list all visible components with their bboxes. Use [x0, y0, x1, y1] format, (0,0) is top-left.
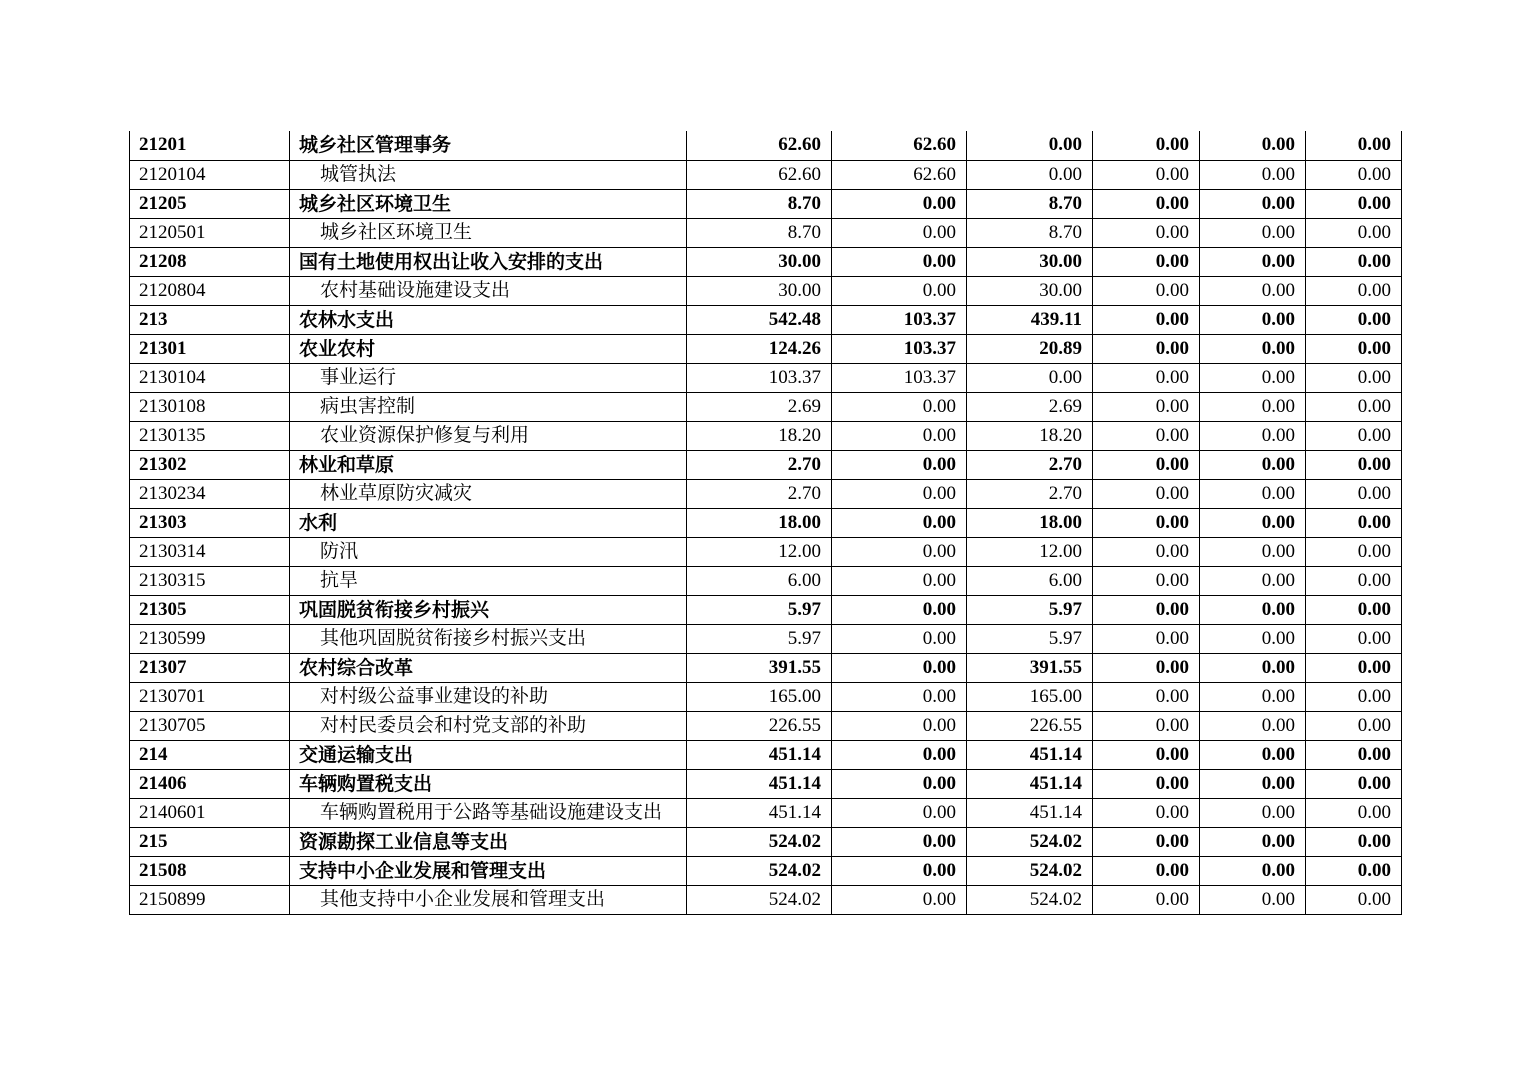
amount-cell-3: 12.00: [967, 537, 1093, 566]
amount-cell-6: 0.00: [1306, 682, 1402, 711]
amount-cell-4: 0.00: [1093, 595, 1200, 624]
table-row: [130, 189, 1402, 218]
amount-cell-3: 8.70: [967, 218, 1093, 247]
amount-cell-1: 524.02: [687, 885, 832, 914]
subject-code: 2140601: [130, 798, 290, 827]
subject-name: 林业草原防灾减灾: [290, 479, 687, 508]
amount-cell-3: 0.00: [967, 363, 1093, 392]
amount-cell-1: 2.70: [687, 479, 832, 508]
subject-name: 国有土地使用权出让收入安排的支出: [290, 247, 687, 276]
subject-name: 巩固脱贫衔接乡村振兴: [290, 595, 687, 624]
amount-cell-1: 8.70: [687, 189, 832, 218]
subject-name: 农林水支出: [290, 305, 687, 334]
amount-cell-3: 20.89: [967, 334, 1093, 363]
subject-name: 城管执法: [290, 160, 687, 189]
amount-cell-1: 2.70: [687, 450, 832, 479]
amount-cell-2: 0.00: [832, 566, 967, 595]
amount-cell-6: 0.00: [1306, 334, 1402, 363]
amount-cell-6: 0.00: [1306, 363, 1402, 392]
amount-cell-1: 451.14: [687, 740, 832, 769]
amount-cell-4: 0.00: [1093, 566, 1200, 595]
amount-cell-1: 30.00: [687, 276, 832, 305]
amount-cell-5: 0.00: [1200, 160, 1306, 189]
table-row: [130, 218, 1402, 247]
amount-cell-2: 0.00: [832, 740, 967, 769]
amount-cell-1: 391.55: [687, 653, 832, 682]
amount-cell-2: 0.00: [832, 392, 967, 421]
amount-cell-1: 5.97: [687, 595, 832, 624]
amount-cell-2: 62.60: [832, 131, 967, 160]
amount-cell-6: 0.00: [1306, 624, 1402, 653]
subject-code: 21208: [130, 247, 290, 276]
amount-cell-4: 0.00: [1093, 885, 1200, 914]
table-row: [130, 624, 1402, 653]
table-row: [130, 247, 1402, 276]
table-row: [130, 131, 1402, 160]
amount-cell-3: 2.70: [967, 450, 1093, 479]
subject-name: 农业农村: [290, 334, 687, 363]
amount-cell-6: 0.00: [1306, 421, 1402, 450]
table-row: [130, 827, 1402, 856]
amount-cell-6: 0.00: [1306, 276, 1402, 305]
subject-code: 2120104: [130, 160, 290, 189]
amount-cell-3: 451.14: [967, 740, 1093, 769]
amount-cell-3: 0.00: [967, 131, 1093, 160]
amount-cell-6: 0.00: [1306, 885, 1402, 914]
amount-cell-2: 0.00: [832, 247, 967, 276]
amount-cell-1: 18.00: [687, 508, 832, 537]
table-row: [130, 479, 1402, 508]
amount-cell-3: 2.69: [967, 392, 1093, 421]
table-row: [130, 740, 1402, 769]
amount-cell-6: 0.00: [1306, 218, 1402, 247]
amount-cell-3: 5.97: [967, 624, 1093, 653]
subject-name: 城乡社区环境卫生: [290, 218, 687, 247]
amount-cell-6: 0.00: [1306, 450, 1402, 479]
table-row: [130, 856, 1402, 885]
amount-cell-1: 451.14: [687, 769, 832, 798]
amount-cell-2: 0.00: [832, 624, 967, 653]
amount-cell-1: 124.26: [687, 334, 832, 363]
amount-cell-4: 0.00: [1093, 160, 1200, 189]
amount-cell-2: 0.00: [832, 653, 967, 682]
amount-cell-6: 0.00: [1306, 740, 1402, 769]
amount-cell-6: 0.00: [1306, 566, 1402, 595]
amount-cell-5: 0.00: [1200, 856, 1306, 885]
subject-code: 2130104: [130, 363, 290, 392]
amount-cell-6: 0.00: [1306, 856, 1402, 885]
subject-code: 213: [130, 305, 290, 334]
amount-cell-6: 0.00: [1306, 247, 1402, 276]
amount-cell-2: 103.37: [832, 305, 967, 334]
table-row: [130, 769, 1402, 798]
table-row: [130, 885, 1402, 914]
amount-cell-2: 0.00: [832, 769, 967, 798]
subject-code: 2130108: [130, 392, 290, 421]
table-row: [130, 798, 1402, 827]
amount-cell-1: 103.37: [687, 363, 832, 392]
subject-code: 21508: [130, 856, 290, 885]
amount-cell-1: 226.55: [687, 711, 832, 740]
subject-code: 21201: [130, 131, 290, 160]
table-row: [130, 566, 1402, 595]
amount-cell-4: 0.00: [1093, 537, 1200, 566]
amount-cell-2: 0.00: [832, 711, 967, 740]
table-row: [130, 653, 1402, 682]
subject-name: 其他支持中小企业发展和管理支出: [290, 885, 687, 914]
amount-cell-2: 103.37: [832, 363, 967, 392]
subject-code: 21303: [130, 508, 290, 537]
amount-cell-4: 0.00: [1093, 827, 1200, 856]
table-row: [130, 537, 1402, 566]
amount-cell-5: 0.00: [1200, 885, 1306, 914]
amount-cell-4: 0.00: [1093, 798, 1200, 827]
amount-cell-4: 0.00: [1093, 392, 1200, 421]
amount-cell-1: 2.69: [687, 392, 832, 421]
amount-cell-6: 0.00: [1306, 827, 1402, 856]
amount-cell-2: 0.00: [832, 827, 967, 856]
amount-cell-3: 391.55: [967, 653, 1093, 682]
amount-cell-6: 0.00: [1306, 798, 1402, 827]
amount-cell-5: 0.00: [1200, 247, 1306, 276]
table-row: [130, 508, 1402, 537]
amount-cell-4: 0.00: [1093, 189, 1200, 218]
amount-cell-2: 103.37: [832, 334, 967, 363]
subject-code: 2130315: [130, 566, 290, 595]
amount-cell-3: 8.70: [967, 189, 1093, 218]
subject-name: 支持中小企业发展和管理支出: [290, 856, 687, 885]
amount-cell-4: 0.00: [1093, 421, 1200, 450]
subject-name: 农村基础设施建设支出: [290, 276, 687, 305]
amount-cell-1: 12.00: [687, 537, 832, 566]
amount-cell-6: 0.00: [1306, 160, 1402, 189]
subject-code: 2130314: [130, 537, 290, 566]
subject-name: 城乡社区环境卫生: [290, 189, 687, 218]
amount-cell-1: 6.00: [687, 566, 832, 595]
subject-code: 2130135: [130, 421, 290, 450]
amount-cell-4: 0.00: [1093, 624, 1200, 653]
amount-cell-5: 0.00: [1200, 131, 1306, 160]
amount-cell-6: 0.00: [1306, 711, 1402, 740]
amount-cell-4: 0.00: [1093, 508, 1200, 537]
amount-cell-3: 18.20: [967, 421, 1093, 450]
amount-cell-6: 0.00: [1306, 131, 1402, 160]
amount-cell-2: 0.00: [832, 276, 967, 305]
subject-name: 车辆购置税用于公路等基础设施建设支出: [290, 798, 687, 827]
amount-cell-1: 62.60: [687, 131, 832, 160]
amount-cell-4: 0.00: [1093, 247, 1200, 276]
subject-code: 2120501: [130, 218, 290, 247]
subject-name: 防汛: [290, 537, 687, 566]
amount-cell-1: 5.97: [687, 624, 832, 653]
amount-cell-4: 0.00: [1093, 653, 1200, 682]
subject-name: 农业资源保护修复与利用: [290, 421, 687, 450]
amount-cell-6: 0.00: [1306, 305, 1402, 334]
subject-name: 林业和草原: [290, 450, 687, 479]
amount-cell-3: 439.11: [967, 305, 1093, 334]
amount-cell-6: 0.00: [1306, 392, 1402, 421]
subject-code: 2130705: [130, 711, 290, 740]
amount-cell-5: 0.00: [1200, 653, 1306, 682]
amount-cell-2: 0.00: [832, 479, 967, 508]
amount-cell-2: 0.00: [832, 508, 967, 537]
subject-code: 21307: [130, 653, 290, 682]
budget-expenditure-table: [129, 131, 1402, 915]
amount-cell-6: 0.00: [1306, 595, 1402, 624]
amount-cell-5: 0.00: [1200, 595, 1306, 624]
amount-cell-3: 5.97: [967, 595, 1093, 624]
amount-cell-4: 0.00: [1093, 479, 1200, 508]
amount-cell-3: 0.00: [967, 160, 1093, 189]
amount-cell-6: 0.00: [1306, 189, 1402, 218]
amount-cell-5: 0.00: [1200, 682, 1306, 711]
subject-code: 2150899: [130, 885, 290, 914]
amount-cell-5: 0.00: [1200, 740, 1306, 769]
amount-cell-5: 0.00: [1200, 421, 1306, 450]
amount-cell-5: 0.00: [1200, 189, 1306, 218]
amount-cell-1: 165.00: [687, 682, 832, 711]
subject-name: 资源勘探工业信息等支出: [290, 827, 687, 856]
subject-name: 病虫害控制: [290, 392, 687, 421]
subject-code: 21301: [130, 334, 290, 363]
amount-cell-3: 165.00: [967, 682, 1093, 711]
amount-cell-1: 451.14: [687, 798, 832, 827]
amount-cell-4: 0.00: [1093, 450, 1200, 479]
amount-cell-3: 226.55: [967, 711, 1093, 740]
amount-cell-3: 2.70: [967, 479, 1093, 508]
subject-name: 事业运行: [290, 363, 687, 392]
table-row: [130, 276, 1402, 305]
table-row: [130, 392, 1402, 421]
amount-cell-5: 0.00: [1200, 276, 1306, 305]
amount-cell-4: 0.00: [1093, 711, 1200, 740]
amount-cell-6: 0.00: [1306, 508, 1402, 537]
amount-cell-5: 0.00: [1200, 711, 1306, 740]
subject-name: 对村级公益事业建设的补助: [290, 682, 687, 711]
amount-cell-1: 524.02: [687, 856, 832, 885]
amount-cell-5: 0.00: [1200, 624, 1306, 653]
amount-cell-4: 0.00: [1093, 363, 1200, 392]
amount-cell-2: 0.00: [832, 537, 967, 566]
amount-cell-2: 62.60: [832, 160, 967, 189]
amount-cell-1: 8.70: [687, 218, 832, 247]
amount-cell-5: 0.00: [1200, 392, 1306, 421]
subject-name: 抗旱: [290, 566, 687, 595]
amount-cell-3: 451.14: [967, 769, 1093, 798]
amount-cell-2: 0.00: [832, 189, 967, 218]
amount-cell-6: 0.00: [1306, 653, 1402, 682]
amount-cell-4: 0.00: [1093, 218, 1200, 247]
table-body: [130, 131, 1402, 914]
amount-cell-3: 451.14: [967, 798, 1093, 827]
amount-cell-5: 0.00: [1200, 218, 1306, 247]
amount-cell-2: 0.00: [832, 682, 967, 711]
subject-code: 2130234: [130, 479, 290, 508]
amount-cell-5: 0.00: [1200, 334, 1306, 363]
amount-cell-3: 524.02: [967, 856, 1093, 885]
amount-cell-4: 0.00: [1093, 740, 1200, 769]
amount-cell-1: 18.20: [687, 421, 832, 450]
subject-name: 农村综合改革: [290, 653, 687, 682]
amount-cell-1: 62.60: [687, 160, 832, 189]
amount-cell-2: 0.00: [832, 218, 967, 247]
amount-cell-5: 0.00: [1200, 450, 1306, 479]
subject-code: 2130599: [130, 624, 290, 653]
amount-cell-5: 0.00: [1200, 769, 1306, 798]
subject-code: 21406: [130, 769, 290, 798]
amount-cell-4: 0.00: [1093, 305, 1200, 334]
amount-cell-3: 524.02: [967, 827, 1093, 856]
subject-name: 其他巩固脱贫衔接乡村振兴支出: [290, 624, 687, 653]
amount-cell-1: 524.02: [687, 827, 832, 856]
table-row: [130, 711, 1402, 740]
table-row: [130, 305, 1402, 334]
amount-cell-6: 0.00: [1306, 537, 1402, 566]
subject-code: 21305: [130, 595, 290, 624]
amount-cell-2: 0.00: [832, 885, 967, 914]
subject-code: 215: [130, 827, 290, 856]
amount-cell-1: 30.00: [687, 247, 832, 276]
amount-cell-2: 0.00: [832, 595, 967, 624]
subject-code: 21205: [130, 189, 290, 218]
amount-cell-5: 0.00: [1200, 363, 1306, 392]
amount-cell-3: 30.00: [967, 276, 1093, 305]
subject-name: 水利: [290, 508, 687, 537]
amount-cell-2: 0.00: [832, 421, 967, 450]
amount-cell-5: 0.00: [1200, 827, 1306, 856]
amount-cell-4: 0.00: [1093, 856, 1200, 885]
amount-cell-2: 0.00: [832, 450, 967, 479]
amount-cell-4: 0.00: [1093, 682, 1200, 711]
amount-cell-3: 524.02: [967, 885, 1093, 914]
amount-cell-6: 0.00: [1306, 769, 1402, 798]
amount-cell-5: 0.00: [1200, 479, 1306, 508]
table-row: [130, 160, 1402, 189]
amount-cell-3: 18.00: [967, 508, 1093, 537]
amount-cell-5: 0.00: [1200, 798, 1306, 827]
table-row: [130, 682, 1402, 711]
amount-cell-4: 0.00: [1093, 769, 1200, 798]
table-row: [130, 595, 1402, 624]
amount-cell-5: 0.00: [1200, 537, 1306, 566]
table-row: [130, 334, 1402, 363]
subject-code: 214: [130, 740, 290, 769]
table-row: [130, 450, 1402, 479]
subject-code: 21302: [130, 450, 290, 479]
amount-cell-1: 542.48: [687, 305, 832, 334]
amount-cell-2: 0.00: [832, 856, 967, 885]
table-row: [130, 363, 1402, 392]
amount-cell-3: 30.00: [967, 247, 1093, 276]
amount-cell-4: 0.00: [1093, 334, 1200, 363]
amount-cell-3: 6.00: [967, 566, 1093, 595]
subject-name: 城乡社区管理事务: [290, 131, 687, 160]
subject-code: 2130701: [130, 682, 290, 711]
amount-cell-6: 0.00: [1306, 479, 1402, 508]
subject-name: 对村民委员会和村党支部的补助: [290, 711, 687, 740]
amount-cell-5: 0.00: [1200, 508, 1306, 537]
subject-name: 交通运输支出: [290, 740, 687, 769]
subject-code: 2120804: [130, 276, 290, 305]
amount-cell-4: 0.00: [1093, 276, 1200, 305]
table-row: [130, 421, 1402, 450]
subject-name: 车辆购置税支出: [290, 769, 687, 798]
amount-cell-5: 0.00: [1200, 566, 1306, 595]
amount-cell-5: 0.00: [1200, 305, 1306, 334]
amount-cell-2: 0.00: [832, 798, 967, 827]
amount-cell-4: 0.00: [1093, 131, 1200, 160]
